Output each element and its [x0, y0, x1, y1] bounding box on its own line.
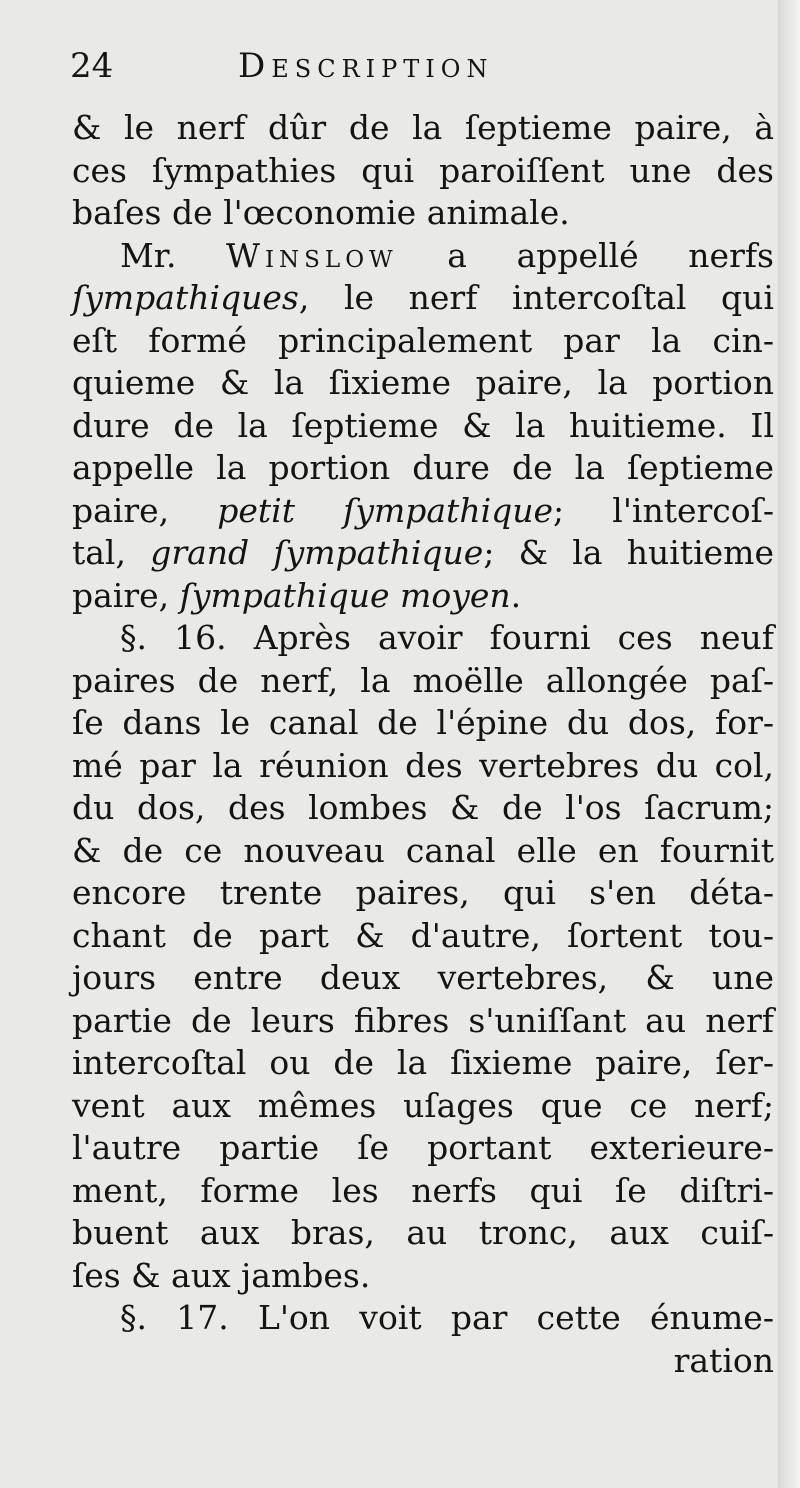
text-line: paires de nerf, la moëlle allongée paſ-	[72, 660, 774, 700]
text-line: paire, petit ſympathique; l'intercoſ-	[72, 490, 774, 530]
text-line: quieme & la ſixieme paire, la portion	[72, 363, 774, 402]
text-line: & le nerf dûr de la ſeptieme paire, à	[72, 108, 774, 147]
text-line: & de ce nouveau canal elle en fournit	[72, 830, 774, 870]
text-line: Mr. Winslow a appellé nerfs	[120, 235, 774, 275]
text-line: §. 17. L'on voit par cette énume-	[120, 1298, 774, 1337]
italic-term: petit ſympathique	[217, 490, 554, 530]
text-line: intercoſtal ou de la ſixieme paire, ſer-	[72, 1043, 774, 1082]
text-line: baſes de l'œconomie animale.	[72, 193, 570, 232]
text-line: §. 16. Après avoir fourni ces neuf	[120, 618, 774, 657]
text-line: l'autre partie ſe portant exterieure-	[72, 1128, 774, 1167]
italic-term: ſympathique moyen	[179, 575, 511, 615]
text-line: appelle la portion dure de la ſeptieme	[72, 448, 774, 487]
text-line: mé par la réunion des vertebres du col,	[72, 745, 774, 785]
text-line: tal, grand ſympathique; & la huitieme	[72, 533, 774, 572]
text-line: ces ſympathies qui paroiſſent une des	[72, 150, 774, 190]
text-line: du dos, des lombes & de l'os ſacrum;	[72, 788, 774, 827]
page-header	[70, 38, 770, 94]
running-head: Description	[238, 46, 494, 86]
text-line: encore trente paires, qui s'en déta-	[72, 873, 774, 912]
text-line: partie de leurs fibres s'uniſſant au nerf	[72, 1000, 774, 1040]
text-line: ſes & aux jambes.	[72, 1255, 371, 1295]
text-line: dure de la ſeptieme & la huitieme. Il	[72, 405, 774, 445]
text-line: jours entre deux vertebres, & une	[72, 958, 774, 997]
text-line: eſt formé principalement par la cin-	[72, 320, 774, 360]
author-name: Winslow	[226, 235, 398, 275]
text-line: paire, ſympathique moyen.	[72, 575, 522, 615]
italic-term: ſympathiques	[72, 278, 299, 317]
catchword: ration	[673, 1340, 774, 1380]
page-body	[72, 107, 774, 1382]
text-line: vent aux mêmes uſages que ce nerf;	[72, 1085, 774, 1125]
page-number: 24	[70, 46, 114, 86]
italic-term: grand ſympathique	[150, 533, 484, 572]
text-line: ſe dans le canal de l'épine du dos, for-	[72, 703, 774, 742]
text-line: ſympathiques, le nerf intercoſtal qui	[72, 278, 774, 317]
text-line: ment, forme les nerfs qui ſe diſtri-	[72, 1170, 774, 1210]
text-line: buent aux bras, au tronc, aux cuiſ-	[72, 1213, 774, 1252]
text-line: chant de part & d'autre, ſortent tou-	[72, 915, 774, 955]
